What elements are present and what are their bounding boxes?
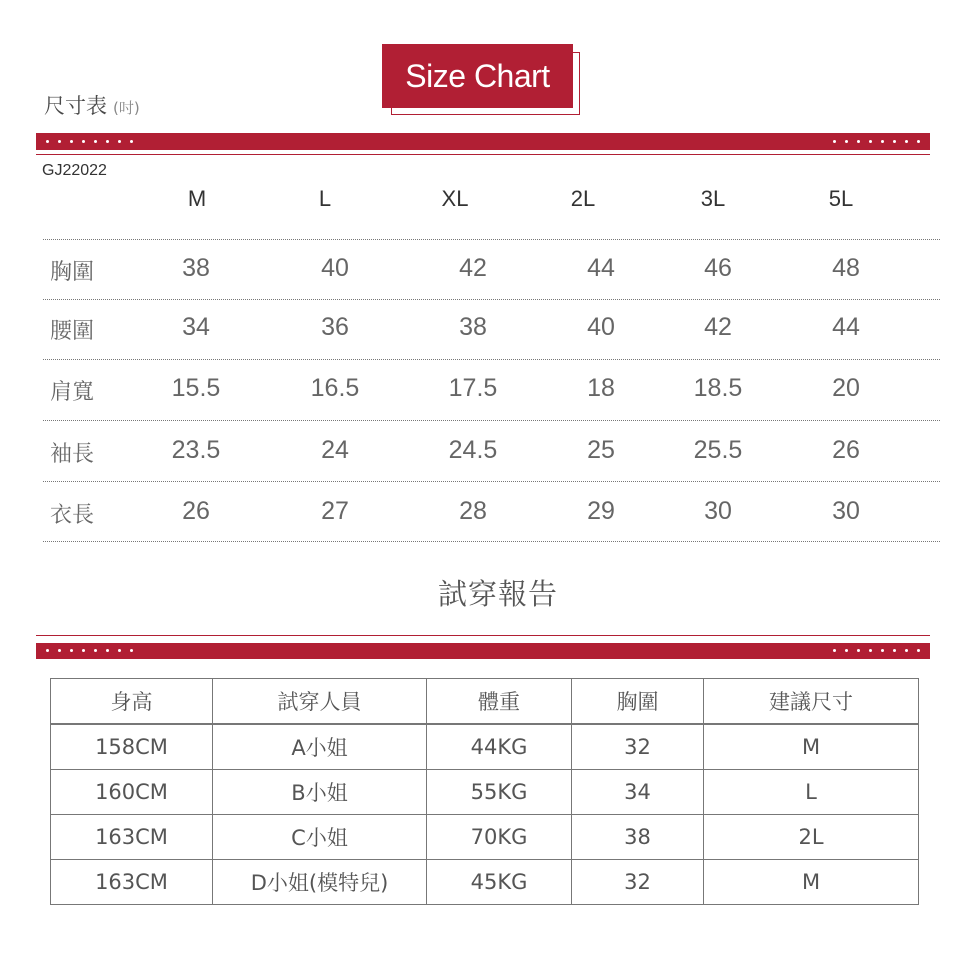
size-header-3l: 3L xyxy=(700,186,726,211)
cell: 40 xyxy=(321,254,349,282)
cell: 46 xyxy=(704,254,732,282)
cell: 30 xyxy=(704,497,732,525)
table-row xyxy=(51,815,919,860)
row-label-waist: 腰圍 xyxy=(50,319,95,344)
cell: B小姐 xyxy=(213,770,427,815)
cell: 38 xyxy=(182,254,210,282)
table-row xyxy=(51,724,919,770)
cell: 26 xyxy=(182,497,210,525)
dot-row-right xyxy=(833,645,920,656)
cell: 27 xyxy=(321,497,349,525)
dot-row-left xyxy=(46,645,133,656)
cell: 15.5 xyxy=(171,374,221,402)
cell: A小姐 xyxy=(213,724,427,770)
page-title xyxy=(44,90,140,120)
row-divider xyxy=(43,359,940,360)
row-label-chest: 胸圍 xyxy=(50,260,95,285)
cell: 42 xyxy=(704,313,732,341)
cell: 34 xyxy=(572,770,704,815)
cell: 45KG xyxy=(427,860,572,905)
cell: 163CM xyxy=(51,815,213,860)
cell: 20 xyxy=(832,374,860,402)
cell: 44 xyxy=(587,254,615,282)
row-divider xyxy=(43,481,940,482)
cell: 163CM xyxy=(51,860,213,905)
cell: M xyxy=(704,724,919,770)
cell: 2L xyxy=(704,815,919,860)
title-text: 尺寸表 xyxy=(44,94,107,118)
cell: 23.5 xyxy=(171,436,221,464)
header-height: 身高 xyxy=(51,679,213,725)
cell: 55KG xyxy=(427,770,572,815)
red-divider-bar xyxy=(36,133,930,150)
cell: 29 xyxy=(587,497,615,525)
cell: M xyxy=(704,860,919,905)
cell: 158CM xyxy=(51,724,213,770)
size-header-l: L xyxy=(318,186,332,211)
row-label-sleeve: 袖長 xyxy=(50,442,95,467)
row-label-shoulder: 肩寬 xyxy=(50,380,95,405)
cell: 36 xyxy=(321,313,349,341)
header-chest: 胸圍 xyxy=(572,679,704,725)
cell: 24.5 xyxy=(448,436,498,464)
product-code: GJ22022 xyxy=(42,162,107,179)
header-tester: 試穿人員 xyxy=(213,679,427,725)
header-recommended-size: 建議尺寸 xyxy=(704,679,919,725)
cell: 38 xyxy=(572,815,704,860)
cell: 24 xyxy=(321,436,349,464)
row-divider xyxy=(43,299,940,300)
red-divider-bar xyxy=(36,643,930,659)
cell: 40 xyxy=(587,313,615,341)
cell: 42 xyxy=(459,254,487,282)
unit-label: (吋) xyxy=(113,99,140,117)
size-chart-badge: Size Chart xyxy=(382,44,573,108)
cell: 34 xyxy=(182,313,210,341)
cell: 30 xyxy=(832,497,860,525)
dot-row-right xyxy=(833,136,920,147)
table-header-row xyxy=(51,679,919,725)
cell: 25 xyxy=(587,436,615,464)
header-weight: 體重 xyxy=(427,679,572,725)
cell: D小姐(模特兒) xyxy=(213,860,427,905)
cell: 32 xyxy=(572,860,704,905)
red-thin-line xyxy=(36,154,930,155)
cell: 44KG xyxy=(427,724,572,770)
cell: 16.5 xyxy=(310,374,360,402)
cell: 17.5 xyxy=(448,374,498,402)
cell: C小姐 xyxy=(213,815,427,860)
cell: 160CM xyxy=(51,770,213,815)
table-row xyxy=(51,770,919,815)
dot-row-left xyxy=(46,136,133,147)
cell: 25.5 xyxy=(693,436,743,464)
cell: 70KG xyxy=(427,815,572,860)
row-divider xyxy=(43,239,940,240)
cell: 44 xyxy=(832,313,860,341)
cell: 18 xyxy=(587,374,615,402)
size-header-5l: 5L xyxy=(828,186,854,211)
table-row xyxy=(51,860,919,905)
size-header-xl: XL xyxy=(441,186,469,211)
cell: L xyxy=(704,770,919,815)
cell: 18.5 xyxy=(693,374,743,402)
row-label-length: 衣長 xyxy=(50,503,95,528)
cell: 48 xyxy=(832,254,860,282)
cell: 38 xyxy=(459,313,487,341)
cell: 32 xyxy=(572,724,704,770)
cell: 28 xyxy=(459,497,487,525)
size-header-2l: 2L xyxy=(570,186,596,211)
row-divider xyxy=(43,541,940,542)
fitting-report-title: 試穿報告 xyxy=(437,577,558,611)
fitting-table xyxy=(50,678,919,905)
row-divider xyxy=(43,420,940,421)
cell: 26 xyxy=(832,436,860,464)
size-header-m: M xyxy=(187,186,207,211)
red-thin-line xyxy=(36,635,930,636)
